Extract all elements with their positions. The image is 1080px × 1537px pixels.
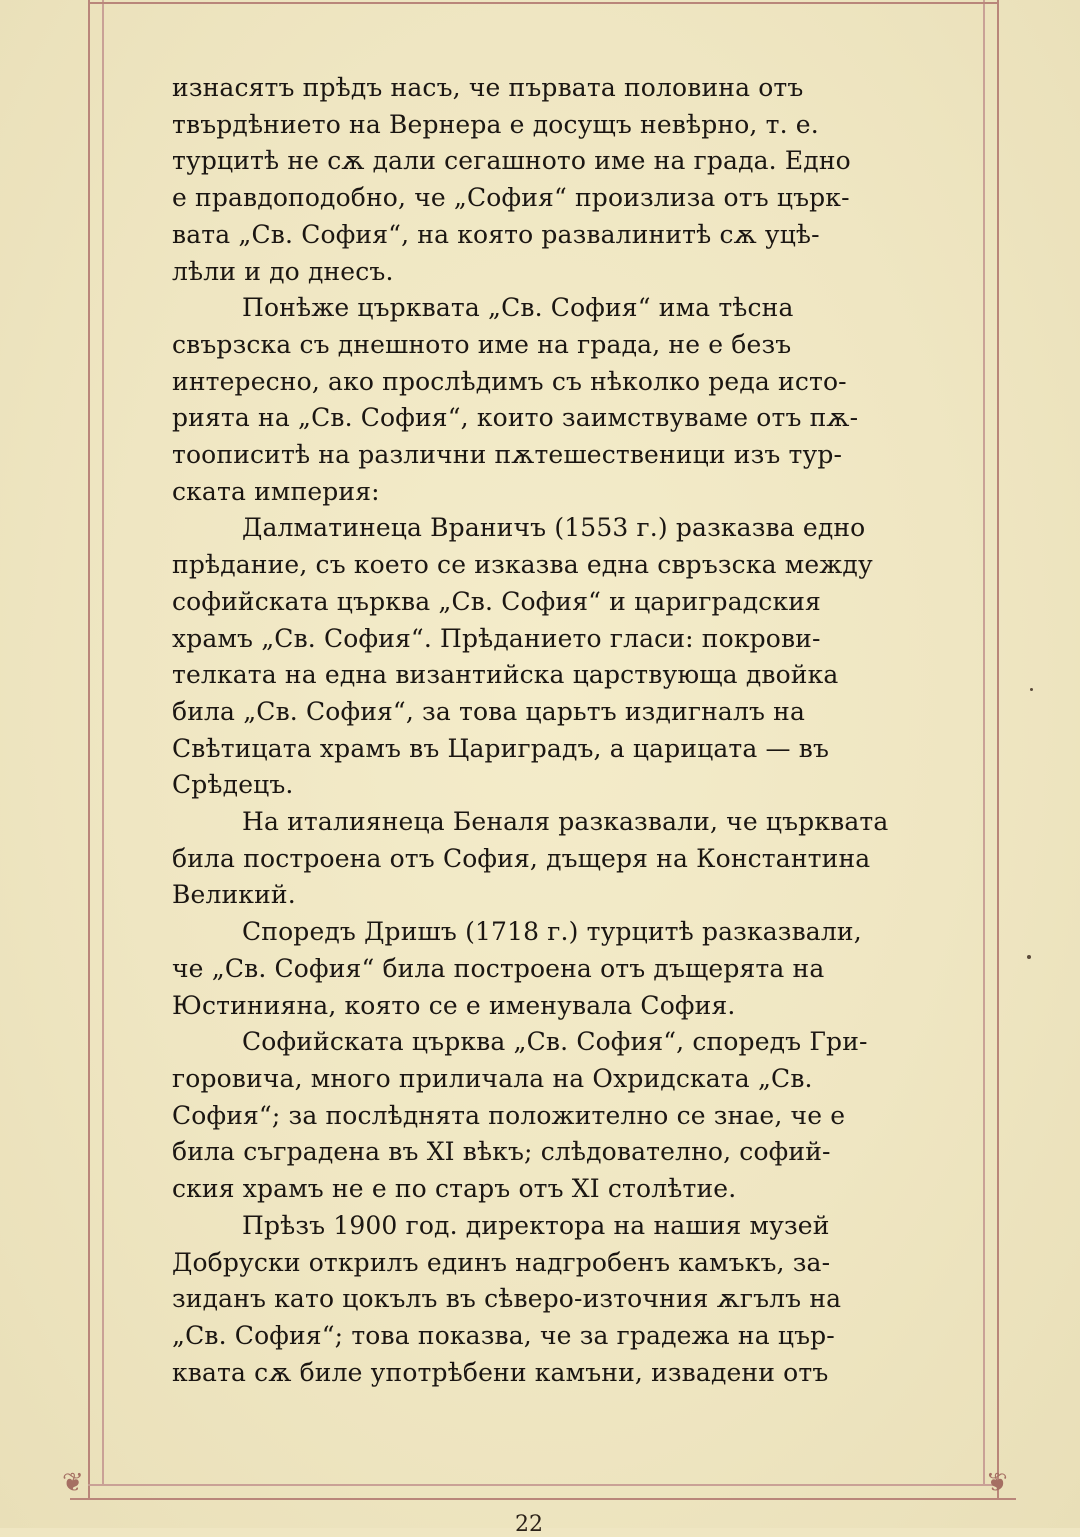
corner-ornament-bottom-right: ❦	[986, 1468, 1008, 1498]
text-line: храмъ „Св. София“. Прѣданието гласи: покрови-	[172, 623, 821, 653]
text-line: телката на една византийска царствующа двойка	[172, 660, 839, 690]
text-line: рията на „Св. София“, които заимствуваме отъ пѫ-	[172, 403, 859, 433]
text-line: била съградена въ XI вѣкъ; слѣдователно, софий-	[172, 1137, 831, 1167]
text-line: Юстинияна, която се е именувала София.	[172, 990, 736, 1020]
text-line: била построена отъ София, дъщеря на Константина	[172, 843, 871, 873]
border-right-outer	[997, 0, 999, 1500]
text-line: Добруски открилъ единъ надгробенъ камъкъ, за-	[172, 1247, 831, 1277]
text-line: Софийската църква „Св. София“, споредъ Гри-	[242, 1027, 868, 1057]
text-line: твърдѣнието на Вернера е досущъ невѣрно, т. е.	[172, 109, 819, 139]
text-line: Срѣдецъ.	[172, 770, 294, 800]
text-line: Далматинеца Враничъ (1553 г.) разказва едно	[242, 513, 866, 543]
text-line: зиданъ като цокълъ въ сѣверо-източния ѫгълъ на	[172, 1284, 842, 1314]
text-line: лѣли и до днесъ.	[172, 256, 394, 286]
text-line: ската империя:	[172, 476, 380, 506]
paper-speck	[1030, 688, 1033, 691]
text-line: прѣдание, съ което се изказва една свръзска между	[172, 550, 873, 580]
text-line: е правдоподобно, че „София“ произлиза отъ църк-	[172, 183, 850, 213]
text-line: София“; за послѣднята положително се знае, че е	[172, 1100, 846, 1130]
text-line: била „Св. София“, за това царьтъ издигналъ на	[172, 696, 805, 726]
text-line: изнасятъ прѣдъ насъ, че първата половина отъ	[172, 73, 804, 102]
text-line: тоописитѣ на различни пѫтешественици изъ тур-	[172, 440, 843, 470]
page-number: 22	[515, 1512, 543, 1537]
text-line: Понѣже църквата „Св. София“ има тѣсна	[242, 293, 794, 323]
text-line: интересно, ако прослѣдимъ съ нѣколко реда исто-	[172, 366, 847, 396]
text-line: Великий.	[172, 880, 296, 910]
border-bottom-inner	[88, 1484, 999, 1486]
text-line: горовича, много приличала на Охридската „Св.	[172, 1063, 813, 1093]
corner-ornament-bottom-left: ❦	[62, 1468, 84, 1498]
text-line: турцитѣ не сѫ дали сегашното име на града. Едно	[172, 146, 851, 176]
border-bottom-outer	[70, 1498, 1016, 1500]
border-left-inner	[102, 0, 104, 1486]
paper-speck	[1027, 955, 1031, 959]
border-top	[88, 2, 999, 4]
text-line: че „Св. София“ била построена отъ дъщерята на	[172, 953, 825, 983]
text-line: „Св. София“; това показва, че за градежа на цър-	[172, 1320, 835, 1350]
text-line: Прѣзъ 1900 год. директора на нашия музей	[242, 1210, 830, 1240]
border-left-outer	[88, 0, 90, 1500]
body-text	[172, 70, 930, 1425]
text-line: На италиянеца Беналя разказвали, че църквата	[242, 807, 889, 837]
border-right-inner	[983, 0, 985, 1486]
text-line: софийската църква „Св. София“ и цариградския	[172, 586, 821, 616]
text-line: вата „Св. София“, на която развалинитѣ сѫ уцѣ-	[172, 219, 820, 249]
text-line: ския храмъ не е по старъ отъ XI столѣтие.	[172, 1174, 737, 1204]
text-line: квата сѫ биле употрѣбени камъни, извадени отъ	[172, 1357, 829, 1387]
text-line: Споредъ Дришъ (1718 г.) турцитѣ разказвали,	[242, 917, 862, 947]
text-line: Свѣтицата храмъ въ Цариградъ, а царицата — въ	[172, 733, 830, 763]
text-line: свързска съ днешното име на града, не е безъ	[172, 329, 792, 359]
